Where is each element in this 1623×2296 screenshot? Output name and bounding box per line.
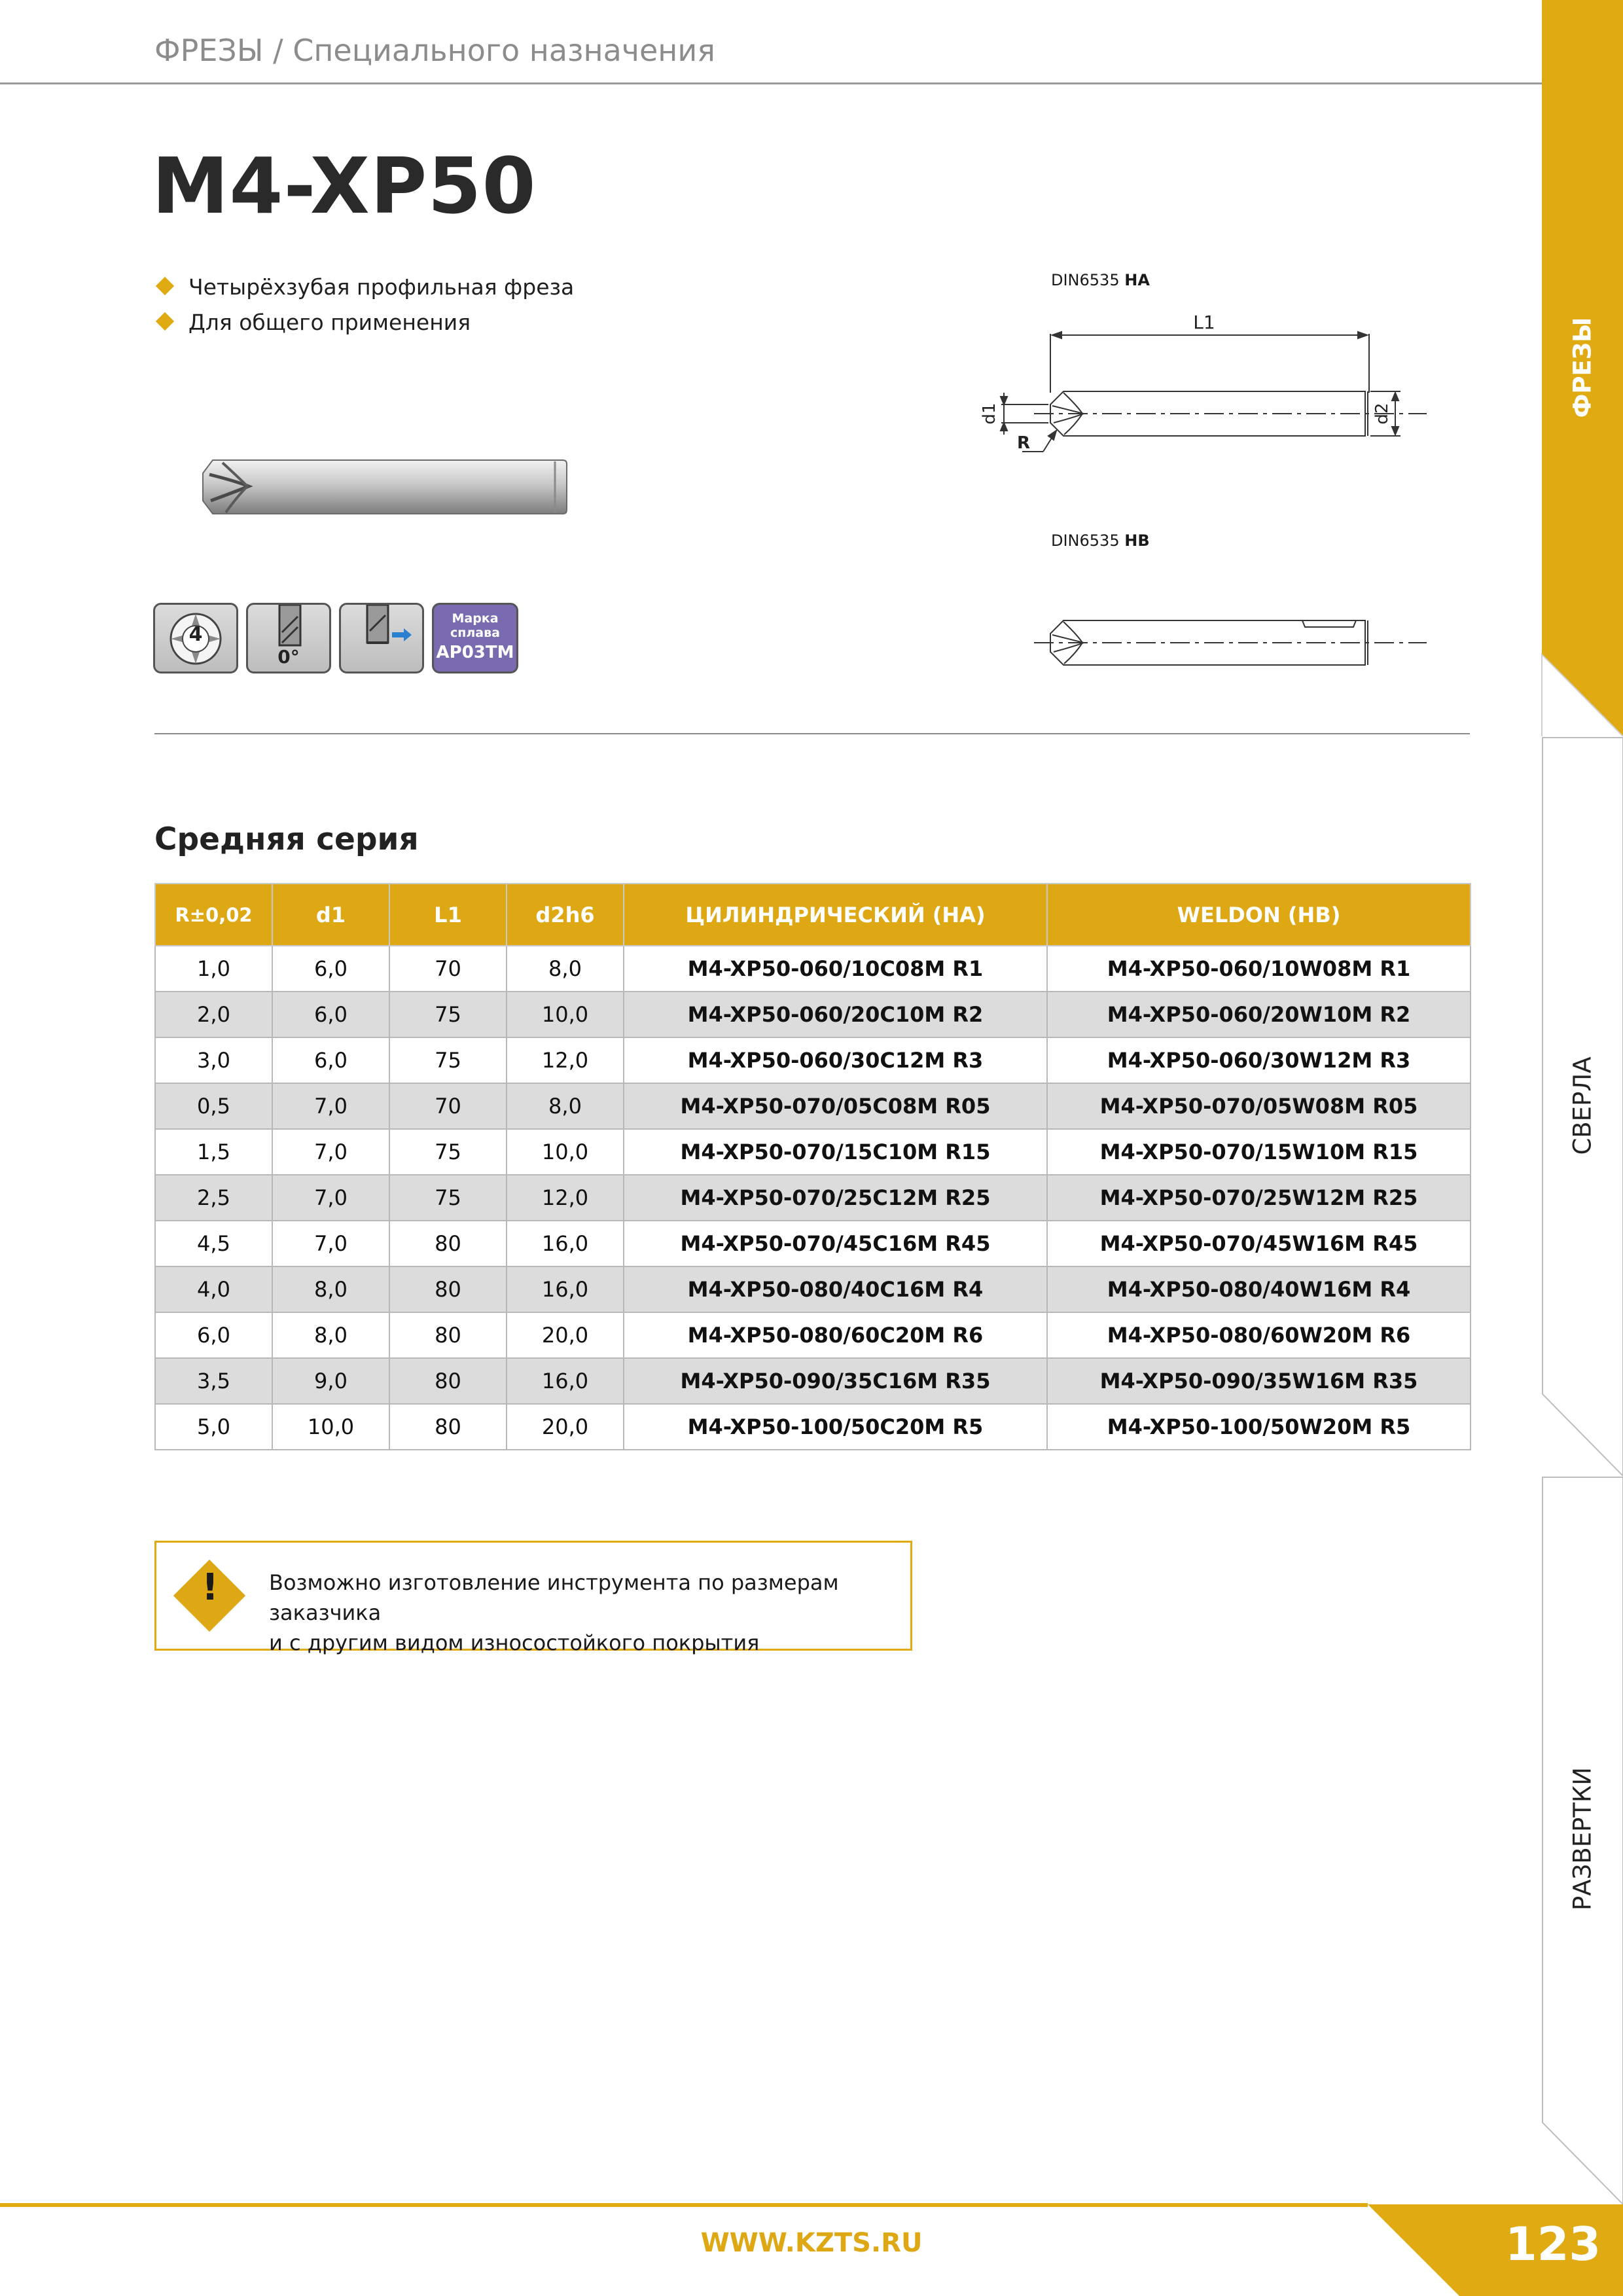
custom-order-notice — [154, 1541, 912, 1655]
header-divider — [0, 82, 1542, 84]
table-cell: 75 — [389, 1037, 507, 1083]
table-cell: 7,0 — [272, 1129, 389, 1175]
column-header: L1 — [389, 884, 507, 946]
table-row — [155, 1037, 1471, 1083]
table-cell-code: M4-XP50-070/05C08M R05 — [624, 1083, 1047, 1129]
table-cell: 80 — [389, 1404, 507, 1450]
dim-L1: L1 — [1193, 312, 1215, 333]
technical-drawing — [975, 308, 1446, 687]
table-cell-code: M4-XP50-080/40C16M R4 — [624, 1266, 1047, 1312]
table-cell: 6,0 — [272, 992, 389, 1037]
table-cell: 3,0 — [155, 1037, 272, 1083]
table-row — [155, 1266, 1471, 1312]
table-header-row — [155, 884, 1471, 946]
table-row — [155, 1083, 1471, 1129]
column-header: d2h6 — [507, 884, 624, 946]
table-row — [155, 1175, 1471, 1221]
table-cell-code: M4-XP50-060/20W10M R2 — [1047, 992, 1471, 1037]
table-cell: 80 — [389, 1221, 507, 1266]
drawing-hb — [1034, 620, 1427, 665]
table-cell-code: M4-XP50-060/30W12M R3 — [1047, 1037, 1471, 1083]
table-cell: 6,0 — [272, 1037, 389, 1083]
table-cell: 0,5 — [155, 1083, 272, 1129]
drawing-ha — [1001, 332, 1427, 452]
tool-photo — [196, 455, 569, 520]
side-tab-sverla[interactable]: СВЕРЛА — [1568, 1056, 1597, 1155]
table-row — [155, 1312, 1471, 1358]
table-row — [155, 946, 1471, 992]
dim-d1: d1 — [980, 403, 999, 425]
table-cell: 1,0 — [155, 946, 272, 992]
breadcrumb: ФРЕЗЫ / Специального назначения — [154, 33, 715, 68]
table-cell-code: M4-XP50-100/50W20M R5 — [1047, 1404, 1471, 1450]
table-cell: 1,5 — [155, 1129, 272, 1175]
table-cell: 70 — [389, 1083, 507, 1129]
table-row — [155, 1404, 1471, 1450]
column-header: R±0,02 — [155, 884, 272, 946]
column-header: ЦИЛИНДРИЧЕСКИЙ (HA) — [624, 884, 1047, 946]
table-cell-code: M4-XP50-070/45C16M R45 — [624, 1221, 1047, 1266]
table-row — [155, 1221, 1471, 1266]
table-cell-code: M4-XP50-060/10C08M R1 — [624, 946, 1047, 992]
tool-badges — [153, 603, 518, 673]
table-cell: 80 — [389, 1266, 507, 1312]
table-cell-code: M4-XP50-060/20C10M R2 — [624, 992, 1047, 1037]
product-title: M4-XP50 — [152, 141, 537, 231]
table-cell: 5,0 — [155, 1404, 272, 1450]
table-row — [155, 992, 1471, 1037]
table-cell: 6,0 — [155, 1312, 272, 1358]
table-cell: 16,0 — [507, 1221, 624, 1266]
section-divider — [154, 733, 1470, 734]
table-cell: 16,0 — [507, 1266, 624, 1312]
table-cell: 9,0 — [272, 1358, 389, 1404]
table-row — [155, 1358, 1471, 1404]
warning-icon-mark: ! — [202, 1566, 219, 1609]
din-hb-label: DIN6535 HB — [1051, 531, 1150, 550]
table-cell: 12,0 — [507, 1175, 624, 1221]
table-cell: 75 — [389, 1175, 507, 1221]
table-cell: 20,0 — [507, 1312, 624, 1358]
series-table — [154, 883, 1471, 1450]
notice-text: Возможно изготовление инструмента по размерам заказчика и с другим видом износостойкого покрытия — [269, 1570, 839, 1655]
grade-label: сплава — [450, 626, 500, 640]
flutes-count: 4 — [188, 623, 203, 646]
table-cell: 75 — [389, 992, 507, 1037]
table-cell: 8,0 — [507, 1083, 624, 1129]
series-title: Средняя серия — [154, 821, 419, 857]
table-cell-code: M4-XP50-070/25C12M R25 — [624, 1175, 1047, 1221]
footer-divider — [0, 2203, 1368, 2207]
table-cell: 12,0 — [507, 1037, 624, 1083]
feature-item: Для общего применения — [154, 305, 574, 340]
table-cell: 7,0 — [272, 1175, 389, 1221]
table-cell: 8,0 — [507, 946, 624, 992]
table-cell: 2,0 — [155, 992, 272, 1037]
center-cutting-badge — [339, 603, 424, 673]
table-cell-code: M4-XP50-070/05W08M R05 — [1047, 1083, 1471, 1129]
table-row — [155, 1129, 1471, 1175]
center-cutting-icon — [341, 605, 424, 673]
carbide-grade-badge — [432, 603, 518, 673]
table-cell-code: M4-XP50-070/25W12M R25 — [1047, 1175, 1471, 1221]
table-cell: 3,5 — [155, 1358, 272, 1404]
table-cell-code: M4-XP50-070/45W16M R45 — [1047, 1221, 1471, 1266]
table-cell: 10,0 — [272, 1404, 389, 1450]
table-cell: 2,5 — [155, 1175, 272, 1221]
table-cell: 20,0 — [507, 1404, 624, 1450]
footer-url[interactable]: WWW.KZTS.RU — [700, 2228, 923, 2258]
table-cell-code: M4-XP50-070/15C10M R15 — [624, 1129, 1047, 1175]
table-cell: 16,0 — [507, 1358, 624, 1404]
dim-R: R — [1017, 433, 1031, 453]
side-tab-razvertki[interactable]: РАЗВЕРТКИ — [1568, 1767, 1597, 1910]
table-cell-code: M4-XP50-080/60C20M R6 — [624, 1312, 1047, 1358]
dim-d2: d2 — [1372, 403, 1392, 425]
helix-angle-value: 0° — [277, 646, 300, 668]
table-cell: 6,0 — [272, 946, 389, 992]
column-header: WELDON (HB) — [1047, 884, 1471, 946]
feature-item: Четырёхзубая профильная фреза — [154, 270, 574, 305]
table-cell-code: M4-XP50-060/30C12M R3 — [624, 1037, 1047, 1083]
table-cell-code: M4-XP50-060/10W08M R1 — [1047, 946, 1471, 992]
table-cell-code: M4-XP50-090/35C16M R35 — [624, 1358, 1047, 1404]
flutes-badge — [153, 603, 238, 673]
table-cell: 7,0 — [272, 1221, 389, 1266]
table-cell: 8,0 — [272, 1266, 389, 1312]
table-cell: 8,0 — [272, 1312, 389, 1358]
table-cell: 75 — [389, 1129, 507, 1175]
side-tab-frezy[interactable]: ФРЕЗЫ — [1568, 317, 1597, 418]
table-cell-code: M4-XP50-090/35W16M R35 — [1047, 1358, 1471, 1404]
table-cell-code: M4-XP50-080/40W16M R4 — [1047, 1266, 1471, 1312]
table-cell-code: M4-XP50-100/50C20M R5 — [624, 1404, 1047, 1450]
helix-angle-badge — [246, 603, 331, 673]
table-cell: 4,5 — [155, 1221, 272, 1266]
table-cell-code: M4-XP50-070/15W10M R15 — [1047, 1129, 1471, 1175]
table-cell-code: M4-XP50-080/60W20M R6 — [1047, 1312, 1471, 1358]
din-ha-label: DIN6535 HA — [1051, 271, 1150, 289]
grade-label: Марка — [452, 611, 499, 626]
grade-value: AP03TM — [436, 643, 514, 662]
table-cell: 80 — [389, 1312, 507, 1358]
column-header: d1 — [272, 884, 389, 946]
feature-list — [154, 270, 574, 340]
table-cell: 70 — [389, 946, 507, 992]
table-cell: 7,0 — [272, 1083, 389, 1129]
page-number: 123 — [1505, 2217, 1601, 2271]
table-cell: 4,0 — [155, 1266, 272, 1312]
table-cell: 10,0 — [507, 992, 624, 1037]
table-cell: 10,0 — [507, 1129, 624, 1175]
table-cell: 80 — [389, 1358, 507, 1404]
